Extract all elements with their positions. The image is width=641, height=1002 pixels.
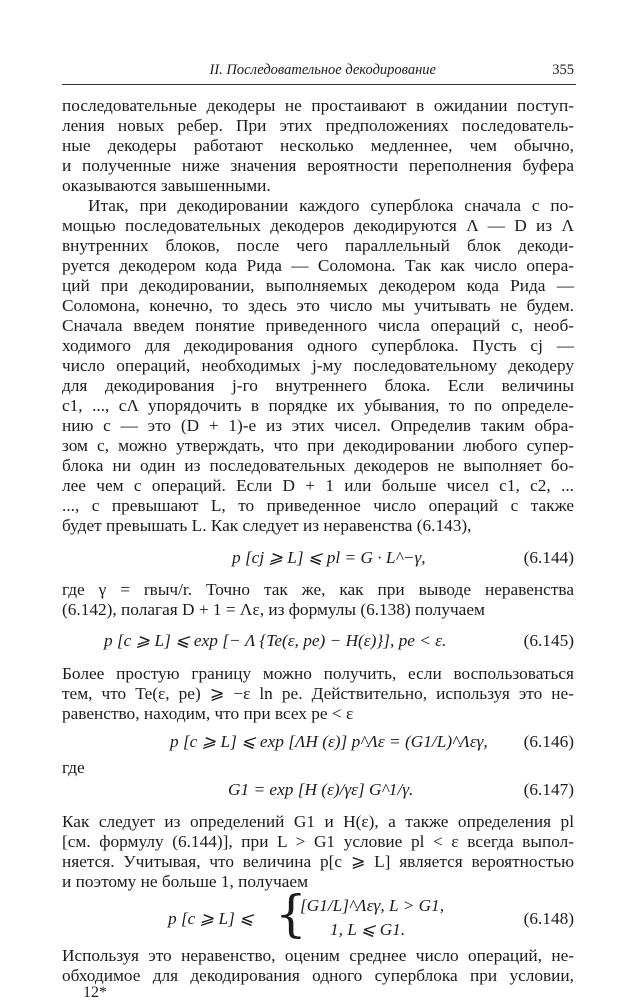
text-line: ..., c превышают L, то приведенное число операций c также xyxy=(62,496,574,515)
text-line: и полученные ниже значения вероятности переполнения буфера xyxy=(62,156,574,175)
text-line: равенство, находим, что при всех pe < ε xyxy=(62,704,354,723)
equation-6-146: p [c ⩾ L] ⩽ exp [ΛH (ε)] p^Λε = (G1/L)^Λεγ, xyxy=(170,732,488,751)
text-line: где xyxy=(62,758,85,777)
text-line: Сначала введем понятие приведенного числа операций c, необ- xyxy=(62,316,574,335)
text-line: мощью последовательных декодеров декодируются Λ — D из Λ xyxy=(62,216,574,235)
text-line: нию c — это (D + 1)-е из этих чисел. Определив таким обра- xyxy=(62,416,574,435)
equation-6-148-case1: [G1/L]^Λεγ, L > G1, xyxy=(300,896,445,915)
equation-number: (6.145) xyxy=(523,631,574,650)
text-line: няется. Учитывая, что величина p[c ⩾ L] является вероятностью xyxy=(62,852,574,871)
equation-6-148-lhs: p [c ⩾ L] ⩽ xyxy=(168,909,254,928)
left-brace-icon: { xyxy=(275,885,307,943)
text-line: Используя это неравенство, оценим среднее число операций, не- xyxy=(62,946,574,965)
text-line: лее чем c операций. Если D + 1 или больше чисел c1, c2, ... xyxy=(62,476,574,495)
text-line: внутренних блоков, после чего параллельный блок декоди- xyxy=(62,236,574,255)
text-line: оказываются завышенными. xyxy=(62,176,271,195)
text-line: тем, что Te(ε, pe) ⩾ −ε ln pe. Действительно, используя это не- xyxy=(62,684,574,703)
text-line: последовательные декодеры не простаивают в ожидании поступ- xyxy=(62,96,574,115)
text-line: ления новых ребер. При этих предположениях последователь- xyxy=(62,116,574,135)
equation-number: (6.144) xyxy=(523,548,574,567)
text-line: зом c, можно утверждать, что при декодировании любого супер- xyxy=(62,436,574,455)
running-header xyxy=(62,62,576,85)
equation-6-147: G1 = exp [H (ε)/γε] G^1/γ. xyxy=(228,780,414,799)
text-line: [см. формулу (6.144)], при L > G1 условие pl < ε всегда выпол- xyxy=(62,832,574,851)
equation-6-145: p [c ⩾ L] ⩽ exp [− Λ {Te(ε, pe) − H(ε)}], pe < ε. xyxy=(104,631,447,650)
text-line: блока ни один из последовательных декодеров не выполняет бо- xyxy=(62,456,574,475)
text-line: ходимого для декодирования одного суперблока. Пусть cj — xyxy=(62,336,574,355)
text-line: Как следует из определений G1 и H(ε), а также определения pl xyxy=(62,812,574,831)
text-line: число операций, необходимых j-му последовательному декодеру xyxy=(62,356,574,375)
text-line: где γ = rвыч/r. Точно так же, как при выводе неравенства xyxy=(62,580,574,599)
equation-number: (6.146) xyxy=(523,732,574,751)
text-line: будет превышать L. Как следует из неравенства (6.143), xyxy=(62,516,472,535)
text-line: c1, ..., cΛ упорядочить в порядке их убывания, то по определе- xyxy=(62,396,574,415)
text-line: ций при декодировании, выполняемых декодером кода Рида — xyxy=(62,276,574,295)
text-line: руется декодером кода Рида — Соломона. Так как число опера- xyxy=(62,256,574,275)
signature-mark: 12* xyxy=(83,984,107,1001)
text-line: Соломона, конечно, то здесь это число мы учитывать не будем. xyxy=(62,296,574,315)
equation-number: (6.147) xyxy=(523,780,574,799)
text-line: ные декодеры работают несколько медленнее, чем обычно, xyxy=(62,136,574,155)
text-line: Более простую границу можно получить, если воспользоваться xyxy=(62,664,574,683)
chapter-title: II. Последовательное декодирование xyxy=(209,62,436,78)
text-line: (6.142), полагая D + 1 = Λε, из формулы (6.138) получаем xyxy=(62,600,485,619)
page-number: 355 xyxy=(552,62,574,78)
text-line: Итак, при декодировании каждого суперблока сначала с по- xyxy=(88,196,574,215)
text-line: для декодирования j-го внутреннего блока. Если величины xyxy=(62,376,574,395)
equation-6-144: p [cj ⩾ L] ⩽ pl = G · L^−γ, xyxy=(232,548,426,567)
equation-6-148-case2: 1, L ⩽ G1. xyxy=(330,920,406,939)
equation-number: (6.148) xyxy=(523,909,574,928)
text-line: и поэтому не больше 1, получаем xyxy=(62,872,309,891)
text-line: обходимое для декодирования одного суперблока при условии, xyxy=(62,966,574,985)
